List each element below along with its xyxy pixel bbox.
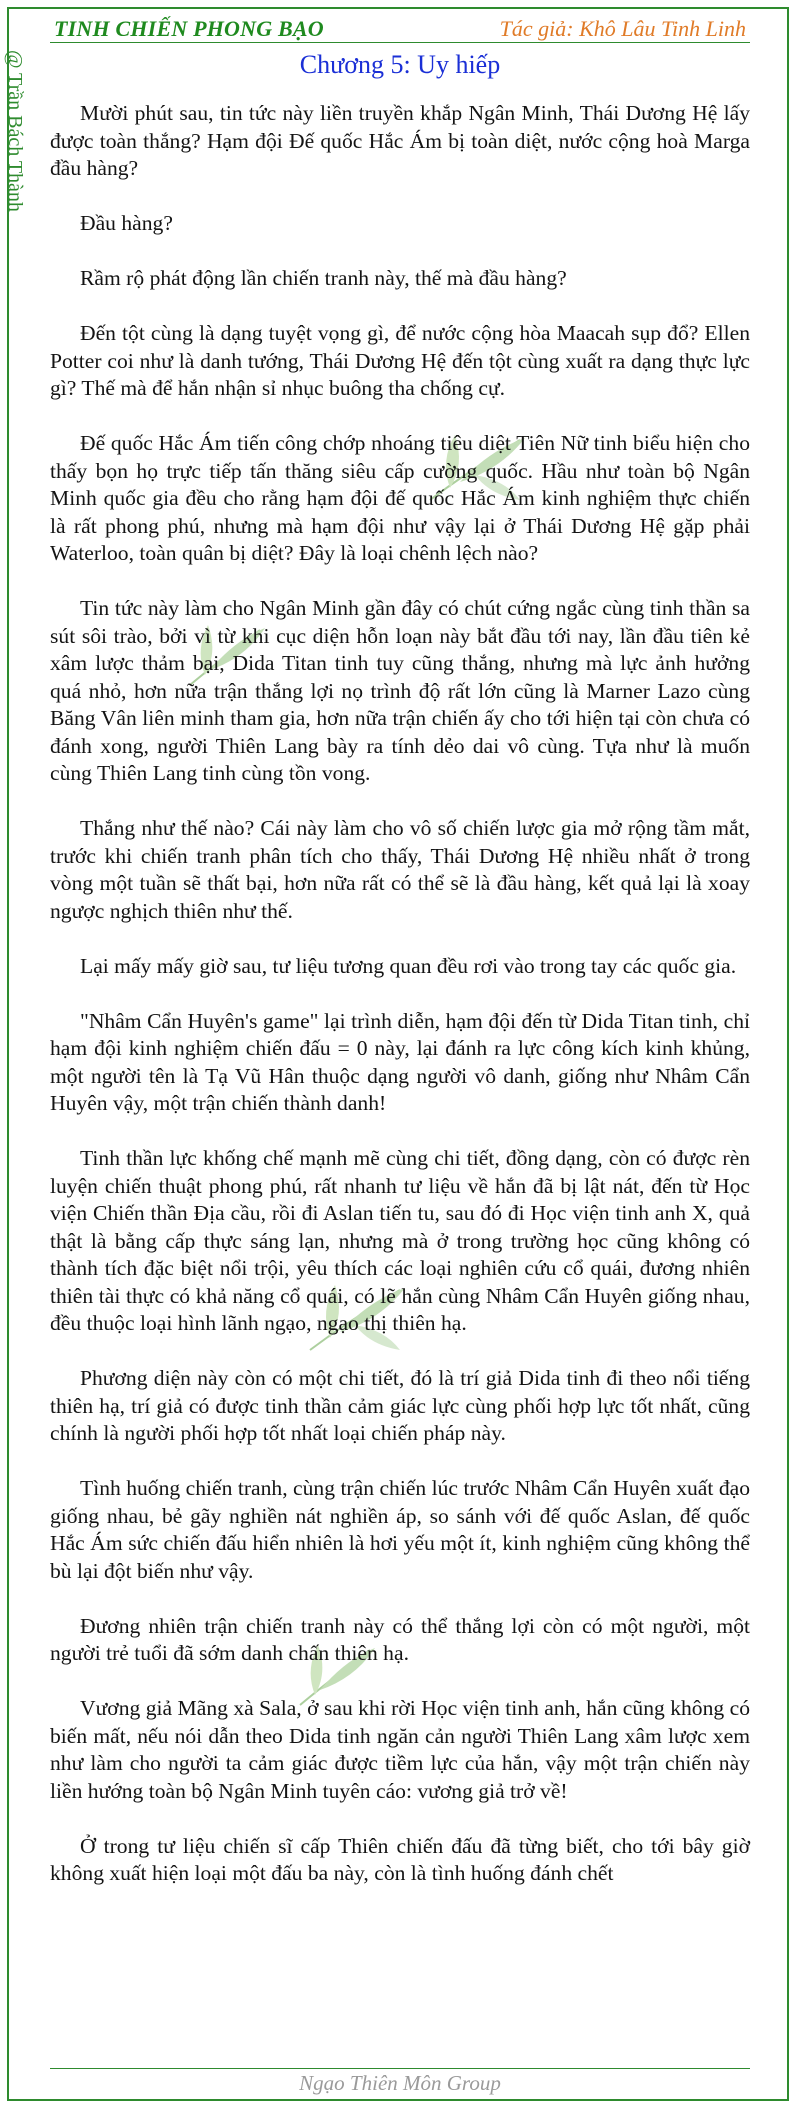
- footer-credit: Ngạo Thiên Môn Group: [299, 2071, 501, 2095]
- paragraph: Thắng như thế nào? Cái này làm cho vô số chiến lược gia mở rộng tầm mắt, trước khi chiến tranh phân tích cho thấy, Thái Dương Hệ nhiều nhất ở trong vòng một tuần sẽ thất bại, hơn nữa rất có thể sẽ là đầu hàng, kết quả lại là xoay ngược nghịch thiên như thế.: [50, 816, 750, 923]
- book-title: TINH CHIẾN PHONG BẠO: [54, 16, 324, 41]
- paragraph: Đương nhiên trận chiến tranh này có thể thắng lợi còn có một người, một người trẻ tuổi đã sớm danh chấn thiên hạ.: [50, 1613, 750, 1665]
- paragraph: Đầu hàng?: [80, 211, 173, 235]
- paragraph: Phương diện này còn có một chi tiết, đó là trí giả Dida tinh đi theo nổi tiếng thiên hạ, trí giả có được tinh thần cảm giác lực cùng phối hợp lực tốt nhất, cũng chính là người phối hợp tốt nhất loại chiến pháp này.: [50, 1366, 750, 1445]
- paragraph: Tin tức này làm cho Ngân Minh gần đây có chút cứng ngắc cùng tinh thần sa sút sôi trào, bởi vì từ khi cục diện hỗn loạn này bắt đầu tới nay, lần đầu tiên kẻ xâm lược thảm bại, Dida Titan tinh tuy cũng thắng, nhưng mà lực ảnh hưởng quá nhỏ, hơn nữa trận thắng lợi nọ trình độ rất lớn cũng là Marner Lazo cùng Băng Vân liên minh tham gia, hơn nữa trận chiến ấy cho tới hiện tại còn chưa có đánh xong, người Thiên Lang bày ra tính dẻo dai vô cùng. Tựa như là muốn cùng Thiên Lang tinh cùng tồn vong.: [50, 596, 750, 785]
- chapter-body: [50, 100, 750, 1888]
- paragraph: Rầm rộ phát động lần chiến tranh này, thế mà đầu hàng?: [80, 266, 567, 290]
- header: [50, 8, 750, 43]
- paragraph: Đến tột cùng là dạng tuyệt vọng gì, để nước cộng hòa Maacah sụp đổ? Ellen Potter coi như là danh tướng, Thái Dương Hệ đến tột cùng xuất ra dạng thực lực gì? Thế mà để hắn nhận sỉ nhục buông tha chống cự.: [50, 321, 750, 400]
- paragraph: "Nhâm Cẩn Huyên's game" lại trình diễn, hạm đội đến từ Dida Titan tinh, chỉ hạm đội kinh nghiệm chiến đấu = 0 này, lại đánh ra lực công kích kinh khủng, một người tên là Tạ Vũ Hân thuộc dạng người vô danh, giống như Nhâm Cẩn Huyên vậy, một trận chiến thành danh!: [50, 1008, 750, 1115]
- paragraph: Mười phút sau, tin tức này liền truyền khắp Ngân Minh, Thái Dương Hệ lấy được toàn thắng? Hạm đội Đế quốc Hắc Ám bị toàn diệt, nước cộng hoà Marga đầu hàng?: [50, 101, 750, 180]
- paragraph: Đế quốc Hắc Ám tiến công chớp nhoáng tiêu diệt Tiên Nữ tinh biểu hiện cho thấy bọn họ trực tiếp tấn thăng siêu cấp cường quốc. Hầu như toàn bộ Ngân Minh quốc gia đều cho rằng hạm đội đế quốc Hắc Ám kinh nghiệm thực chiến là rất phong phú, nhưng mà hạm đội như vậy lại ở Thái Dương Hệ gặp phải Waterloo, toàn quân bị diệt? Đây là loại chênh lệch nào?: [50, 431, 750, 565]
- paragraph: Ở trong tư liệu chiến sĩ cấp Thiên chiến đấu đã từng biết, cho tới bây giờ không xuất hiện loại một đấu ba này, còn là tình huống đánh chết: [50, 1833, 750, 1885]
- paragraph: Vương giả Mãng xà Sala, ở sau khi rời Học viện tinh anh, hắn cũng không có biến mất, nếu nói dẫn theo Dida tinh ngăn cản người Thiên Lang xâm lược xem như làm cho người ta cảm giác được tiềm lực của hắn, vậy một trận chiến này liền hướng toàn bộ Ngân Minh tuyên cáo: vương giả trở về!: [50, 1696, 750, 1803]
- translator-credit: @ Trần Bách Thành: [4, 50, 26, 212]
- paragraph: Lại mấy mấy giờ sau, tư liệu tương quan đều rơi vào trong tay các quốc gia.: [80, 953, 737, 978]
- paragraph: Tinh thần lực khống chế mạnh mẽ cùng chi tiết, đồng dạng, còn có được rèn luyện chiến thuật phong phú, rất nhanh tư liệu về hắn đã bị lật nát, đến từ Học viện Chiến thần Địa cầu, rồi đi Aslan tiến tu, sau đó đi Học viện tinh anh X, quả thật là bằng cấp thực sáng lạn, nhưng mà ở trong trường học cũng không có thành tích đặc biệt nổi trội, yêu thích các loại nghiên cứu cổ quái, đương nhiên thiên tài thực có khả năng cổ quái, có lẽ hắn cùng Nhâm Cẩn Huyên giống nhau, đều thuộc loại hình lãnh ngạo, ngạo thị thiên hạ.: [50, 1146, 750, 1335]
- paragraph: Tình huống chiến tranh, cùng trận chiến lúc trước Nhâm Cẩn Huyên xuất đạo giống nhau, bẻ gãy nghiền nát nghiền áp, so sánh với đế quốc Aslan, đế quốc Hắc Ám sức chiến đấu hiển nhiên là hơi yếu một ít, kinh nghiệm cũng không thể bù lại đột biến như vậy.: [50, 1476, 750, 1583]
- footer-divider: [50, 2068, 750, 2069]
- author-credit: Tác giả: Khô Lâu Tinh Linh: [499, 16, 746, 41]
- side-credit: [4, 50, 44, 310]
- chapter-title: Chương 5: Uy hiếp: [299, 50, 501, 79]
